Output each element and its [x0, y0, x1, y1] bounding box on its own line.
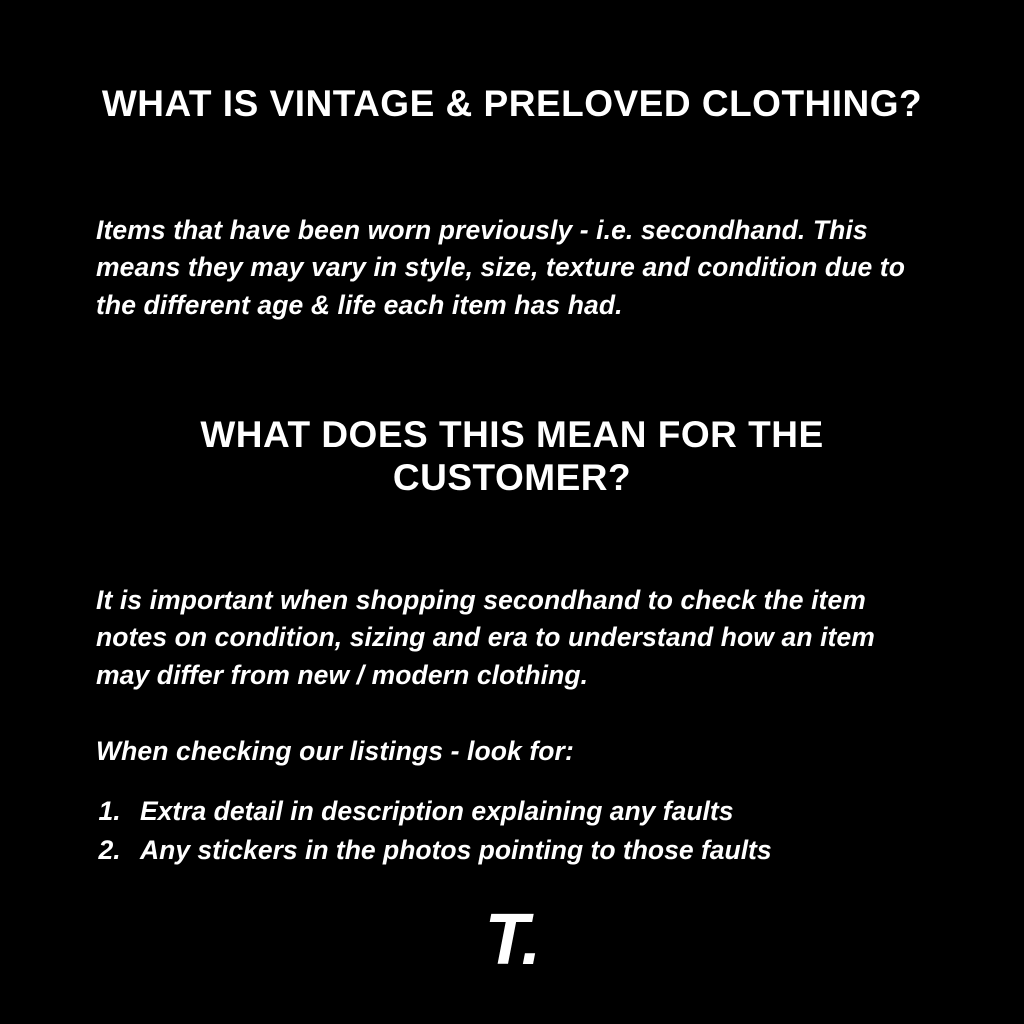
checklist	[96, 792, 928, 869]
logo-text: T.	[484, 900, 540, 980]
listings-prompt-paragraph: When checking our listings - look for:	[96, 735, 574, 766]
section-heading-block	[96, 413, 928, 500]
brand-logo	[0, 900, 1024, 980]
definition-paragraph: Items that have been worn previously - i.e. secondhand. This means they may vary in style, size, texture and condition due to the different age & life each item has had.	[96, 214, 905, 320]
list-item: 2. Any stickers in the photos pointing to those faults	[128, 831, 928, 870]
list-item: 1. Extra detail in description explaining any faults	[128, 792, 928, 831]
customer-advice-paragraph: It is important when shopping secondhand to check the item notes on condition, sizing and era to understand how an item may differ from new / modern clothing.	[96, 584, 875, 691]
section-heading-line-1: WHAT DOES THIS MEAN FOR THE	[200, 413, 824, 455]
page-title: WHAT IS VINTAGE & PRELOVED CLOTHING?	[101, 83, 923, 124]
section-heading-line-2: CUSTOMER?	[392, 457, 632, 499]
